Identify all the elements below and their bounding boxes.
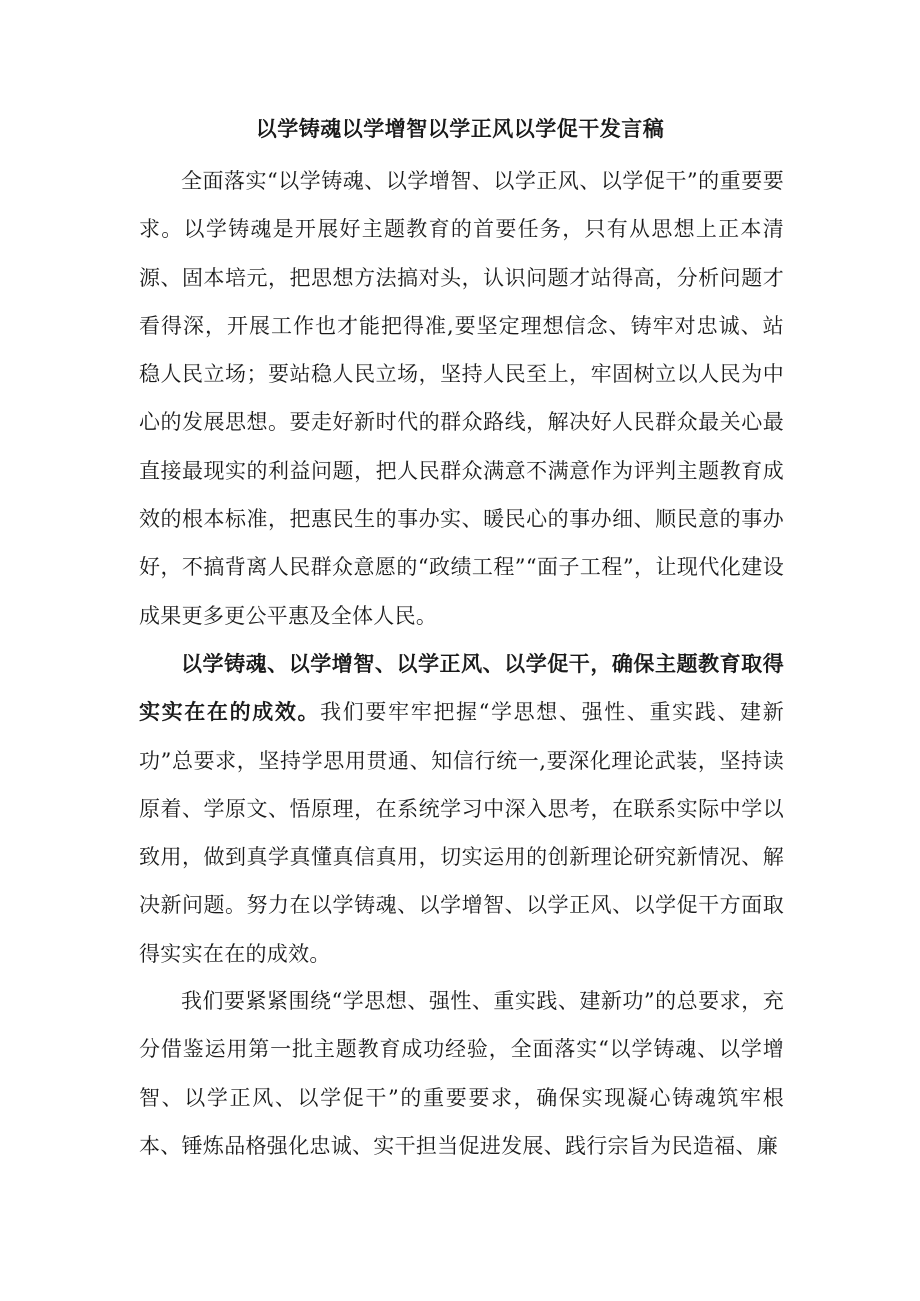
paragraph-3-text: 我们要紧紧围绕“学思想、强性、重实践、建新功”的总要求，充分借鉴运用第一批主题教育成功经验，全面落实“以学铸魂、以学增智、以学正风、以学促干”的重要要求，确保实现凝心铸魂筑牢根本、锤炼品格强化忠诚、实干担当促进发展、践行宗旨为民造福、廉 — [139, 989, 784, 1158]
paragraph-2 — [139, 640, 784, 978]
paragraph-3 — [139, 977, 784, 1170]
paragraph-1-text: 全面落实“以学铸魂、以学增智、以学正风、以学促干”的重要要求。以学铸魂是开展好主题教育的首要任务，只有从思想上正本清源、固本培元，把思想方法搞对头，认识问题才站得高，分析问题才看得深，开展工作也才能把得准,要坚定理想信念、铸牢对忠诚、站稳人民立场；要站稳人民立场，坚持人民至上，牢固树立以人民为中心的发展思想。要走好新时代的群众路线，解决好人民群众最关心最直接最现实的利益问题，把人民群众满意不满意作为评判主题教育成效的根本标准，把惠民生的事办实、暖民心的事办细、顺民意的事办好，不搞背离人民群众意愿的“政绩工程”“面子工程”，让现代化建设成果更多更公平惠及全体人民。 — [139, 169, 784, 628]
document-title: 以学铸魂以学增智以学正风以学促干发言稿 — [255, 116, 665, 141]
paragraph-1 — [139, 157, 784, 640]
paragraph-2-lead: 以学铸魂、以学增智、以学正风、以学促干，确保主题教育取得实实在在的成效。 — [139, 651, 784, 725]
paragraph-2-text: 我们要牢牢把握“学思想、强性、重实践、建新功”总要求，坚持学思用贯通、知信行统一,要深化理论武装，坚持读原着、学原文、悟原理，在系统学习中深入思考，在联系实际中学以致用，做到真学真懂真信真用，切实运用的创新理论研究新情况、解决新问题。努力在以学铸魂、以学增智、以学正风、以学促干方面取得实实在在的成效。 — [139, 700, 784, 966]
